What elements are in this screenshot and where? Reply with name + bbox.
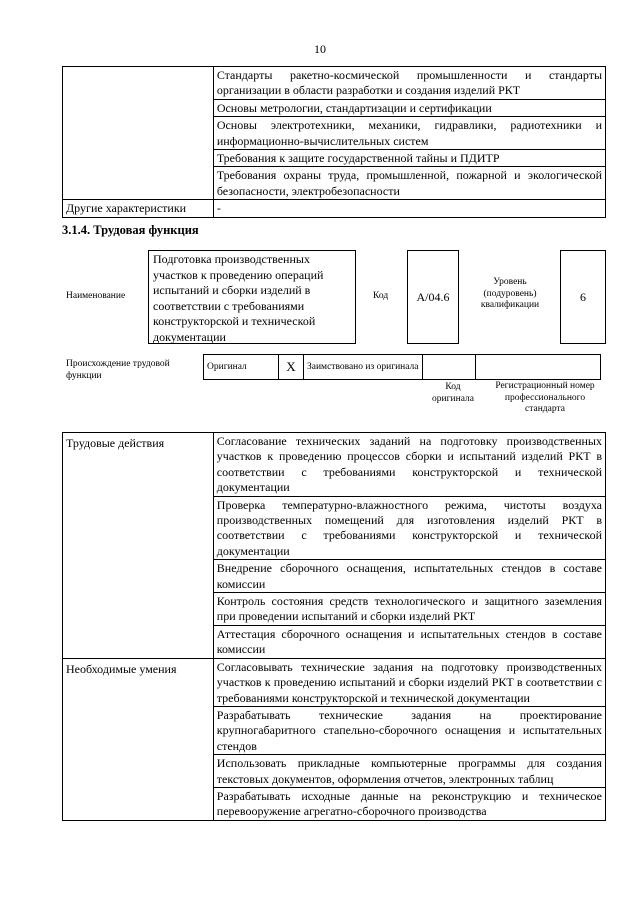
- skill-item: Разрабатывать исходные данные на реконструкцию и техническое перевооружение агрегатно-сборочного производства: [213, 787, 605, 820]
- borrowed-label: Заимствовано из оригинала: [304, 355, 423, 380]
- page-number: 10: [314, 42, 326, 56]
- function-name-box: Подготовка производственных участков к проведению операций испытаний и сборки изделий в соответствии с требованиями конструкторской и технической документации: [148, 250, 356, 344]
- labor-action-item: Аттестация сборочного оснащения и испытательных стендов в составе комиссии: [213, 625, 605, 658]
- skill-item: Согласовывать технические задания на подготовку производственных участков к проведению испытаний и сборки изделий РКТ в соответствии с требованиями конструкторской и технической документации: [213, 658, 605, 706]
- name-label: Наименование: [66, 291, 126, 301]
- knowledge-item: Основы электротехники, механики, гидравлики, радиотехники и информационно-вычислительных систем: [213, 117, 605, 150]
- other-characteristics-value: -: [213, 200, 605, 217]
- row-label: Необходимые умения: [63, 658, 214, 820]
- table-row: [63, 200, 606, 217]
- labor-action-item: Согласование технических заданий на подготовку производственных участков к проведению процессов сборки и испытаний изделий РКТ в соответствии с требованиями конструкторской и технической документации: [213, 433, 605, 497]
- knowledge-item: Основы метрологии, стандартизации и сертификации: [213, 99, 605, 116]
- origin-label: Происхождение трудовой функции: [66, 359, 170, 381]
- code-label: Код: [373, 291, 389, 301]
- reg-caption: Регистрационный номер профессионального стандарта: [495, 381, 595, 414]
- skill-item: Разрабатывать технические задания на проектирование крупногабаритного стапельно-сборочного оснащения и испытательных стендов: [213, 706, 605, 754]
- table-row: [63, 433, 606, 497]
- row-label: [63, 67, 214, 200]
- original-label: Оригинал: [204, 355, 279, 380]
- labor-action-item: Проверка температурно-влажностного режима, чистоты воздуха производственных помещений для изготовления изделий РКТ в соответствии с требованиями конструкторской и технической документации: [213, 496, 605, 560]
- code-box: A/04.6: [407, 250, 459, 344]
- level-box: 6: [560, 250, 606, 344]
- knowledge-item: Стандарты ракетно-космической промышленности и стандарты организации в области разработки и создания изделий РКТ: [213, 67, 605, 100]
- table-row: [63, 67, 606, 100]
- origin-code-cell: [423, 355, 476, 380]
- other-characteristics-label: Другие характеристики: [63, 200, 214, 217]
- main-table: [62, 432, 606, 821]
- knowledge-item: Требования к защите государственной тайны и ПДИТР: [213, 150, 605, 167]
- origin-reg-cell: [476, 355, 601, 380]
- labor-action-item: Внедрение сборочного оснащения, испытательных стендов в составе комиссии: [213, 560, 605, 593]
- row-label: Трудовые действия: [63, 433, 214, 659]
- top-table: [62, 66, 606, 218]
- section-title: 3.1.4. Трудовая функция: [62, 223, 199, 237]
- labor-action-item: Контроль состояния средств технологического и защитного заземления при проведении испытаний и сборки изделий РКТ: [213, 593, 605, 626]
- original-mark: X: [279, 355, 304, 380]
- skill-item: Использовать прикладные компьютерные программы для создания текстовых документов, оформления отчетов, электронных таблиц: [213, 755, 605, 788]
- knowledge-item: Требования охраны труда, промышленной, пожарной и экологической безопасности, электробезопасности: [213, 167, 605, 200]
- table-row: [63, 658, 606, 706]
- level-label: Уровень (подуровень) квалификации: [480, 277, 540, 310]
- code-caption: Код оригинала: [432, 382, 474, 404]
- origin-table: [203, 354, 601, 380]
